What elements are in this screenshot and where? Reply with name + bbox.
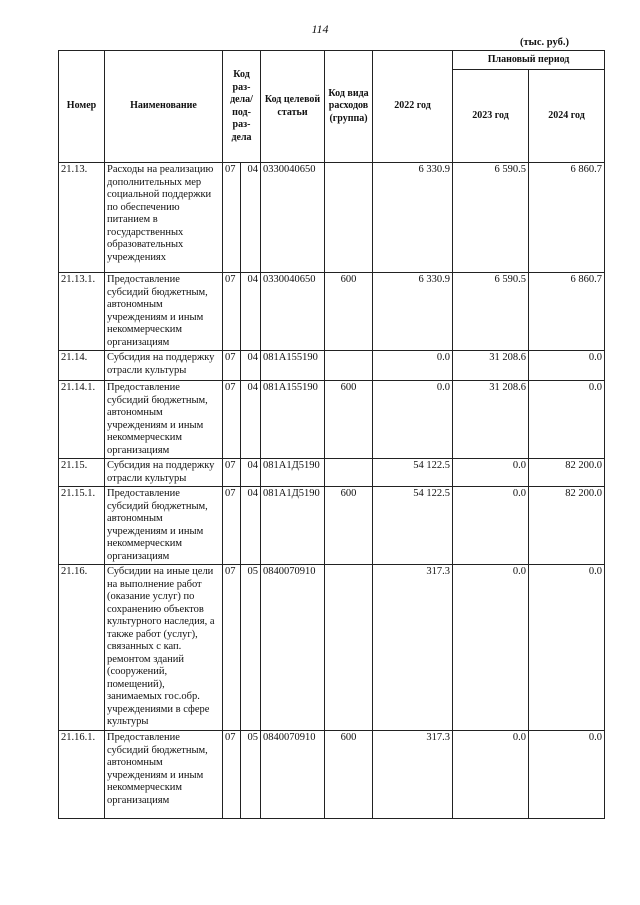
row-name: Предоставление субсидий бюджетным, автономным учреждениям и иным некоммерческим организациям — [105, 731, 223, 819]
row-2024: 0.0 — [529, 565, 605, 731]
row-2023: 0.0 — [453, 487, 529, 565]
row-2023: 31 208.6 — [453, 351, 529, 381]
budget-table — [58, 50, 605, 819]
row-2022: 6 330.9 — [373, 163, 453, 273]
row-name: Предоставление субсидий бюджетным, автономным учреждениям и иным некоммерческим организациям — [105, 273, 223, 351]
row-target: 0330040650 — [261, 273, 325, 351]
row-2023: 0.0 — [453, 731, 529, 819]
row-name: Предоставление субсидий бюджетным, автономным учреждениям и иным некоммерческим организациям — [105, 381, 223, 459]
row-subsection: 04 — [241, 381, 261, 459]
row-2024: 0.0 — [529, 731, 605, 819]
row-subsection: 04 — [241, 273, 261, 351]
row-2024: 82 200.0 — [529, 487, 605, 565]
row-section: 07 — [223, 351, 241, 381]
header-target-code: Код целевой статьи — [261, 51, 325, 163]
row-2024: 6 860.7 — [529, 163, 605, 273]
header-name: Наименование — [105, 51, 223, 163]
row-number: 21.15. — [59, 459, 105, 487]
table-body — [59, 163, 605, 819]
row-2024: 0.0 — [529, 351, 605, 381]
row-subsection: 05 — [241, 731, 261, 819]
table-row — [59, 487, 605, 565]
row-number: 21.13. — [59, 163, 105, 273]
row-target: 081A155190 — [261, 351, 325, 381]
units-label: (тыс. руб.) — [520, 37, 569, 48]
row-section: 07 — [223, 273, 241, 351]
row-2022: 317.3 — [373, 731, 453, 819]
row-2023: 31 208.6 — [453, 381, 529, 459]
row-2023: 0.0 — [453, 459, 529, 487]
row-target: 081A1Д5190 — [261, 459, 325, 487]
row-expense-type — [325, 459, 373, 487]
row-target: 081A1Д5190 — [261, 487, 325, 565]
row-number: 21.16.1. — [59, 731, 105, 819]
row-expense-type — [325, 565, 373, 731]
row-2024: 6 860.7 — [529, 273, 605, 351]
row-target: 0840070910 — [261, 731, 325, 819]
row-2022: 6 330.9 — [373, 273, 453, 351]
row-subsection: 04 — [241, 351, 261, 381]
row-name: Субсидия на поддержку отрасли культуры — [105, 459, 223, 487]
row-name: Предоставление субсидий бюджетным, автономным учреждениям и иным некоммерческим организациям — [105, 487, 223, 565]
header-year-2023: 2023 год — [453, 70, 529, 163]
row-name: Субсидии на иные цели на выполнение работ (оказание услуг) по сохранению объектов культурного наследия, а также работ (услуг), связанных с кап. ремонтом зданий (сооружений, помещений), занимаемых гос.обр. учреждениями в сфере культуры — [105, 565, 223, 731]
header-section-code: Код раз-дела/ под-раз-дела — [223, 51, 261, 163]
row-2022: 0.0 — [373, 381, 453, 459]
row-2023: 6 590.5 — [453, 273, 529, 351]
row-target: 0840070910 — [261, 565, 325, 731]
row-2023: 6 590.5 — [453, 163, 529, 273]
row-number: 21.14. — [59, 351, 105, 381]
row-expense-type — [325, 351, 373, 381]
table-row — [59, 565, 605, 731]
table-row — [59, 273, 605, 351]
header-year-2022: 2022 год — [373, 51, 453, 163]
header-row-1 — [59, 51, 605, 70]
header-number: Номер — [59, 51, 105, 163]
row-section: 07 — [223, 163, 241, 273]
row-target: 0330040650 — [261, 163, 325, 273]
row-expense-type: 600 — [325, 273, 373, 351]
row-number: 21.16. — [59, 565, 105, 731]
header-expense-type: Код вида расходов (группа) — [325, 51, 373, 163]
row-2022: 0.0 — [373, 351, 453, 381]
row-name: Расходы на реализацию дополнительных мер социальной поддержки по обеспечению питанием в государственных образовательных учреждениях — [105, 163, 223, 273]
header-year-2024: 2024 год — [529, 70, 605, 163]
row-number: 21.14.1. — [59, 381, 105, 459]
row-expense-type: 600 — [325, 381, 373, 459]
row-expense-type: 600 — [325, 487, 373, 565]
page-number: 114 — [311, 22, 329, 36]
row-expense-type — [325, 163, 373, 273]
row-subsection: 05 — [241, 565, 261, 731]
table-row — [59, 351, 605, 381]
row-subsection: 04 — [241, 163, 261, 273]
row-section: 07 — [223, 459, 241, 487]
row-2023: 0.0 — [453, 565, 529, 731]
row-expense-type: 600 — [325, 731, 373, 819]
row-target: 081A155190 — [261, 381, 325, 459]
row-name: Субсидия на поддержку отрасли культуры — [105, 351, 223, 381]
row-section: 07 — [223, 487, 241, 565]
row-number: 21.15.1. — [59, 487, 105, 565]
row-subsection: 04 — [241, 487, 261, 565]
table-row — [59, 381, 605, 459]
row-2022: 54 122.5 — [373, 487, 453, 565]
row-2022: 317.3 — [373, 565, 453, 731]
row-section: 07 — [223, 381, 241, 459]
table-row — [59, 459, 605, 487]
table-row — [59, 163, 605, 273]
table-row — [59, 731, 605, 819]
row-2024: 82 200.0 — [529, 459, 605, 487]
row-number: 21.13.1. — [59, 273, 105, 351]
row-2024: 0.0 — [529, 381, 605, 459]
row-subsection: 04 — [241, 459, 261, 487]
header-planning-period: Плановый период — [453, 51, 605, 70]
row-section: 07 — [223, 565, 241, 731]
row-2022: 54 122.5 — [373, 459, 453, 487]
row-section: 07 — [223, 731, 241, 819]
